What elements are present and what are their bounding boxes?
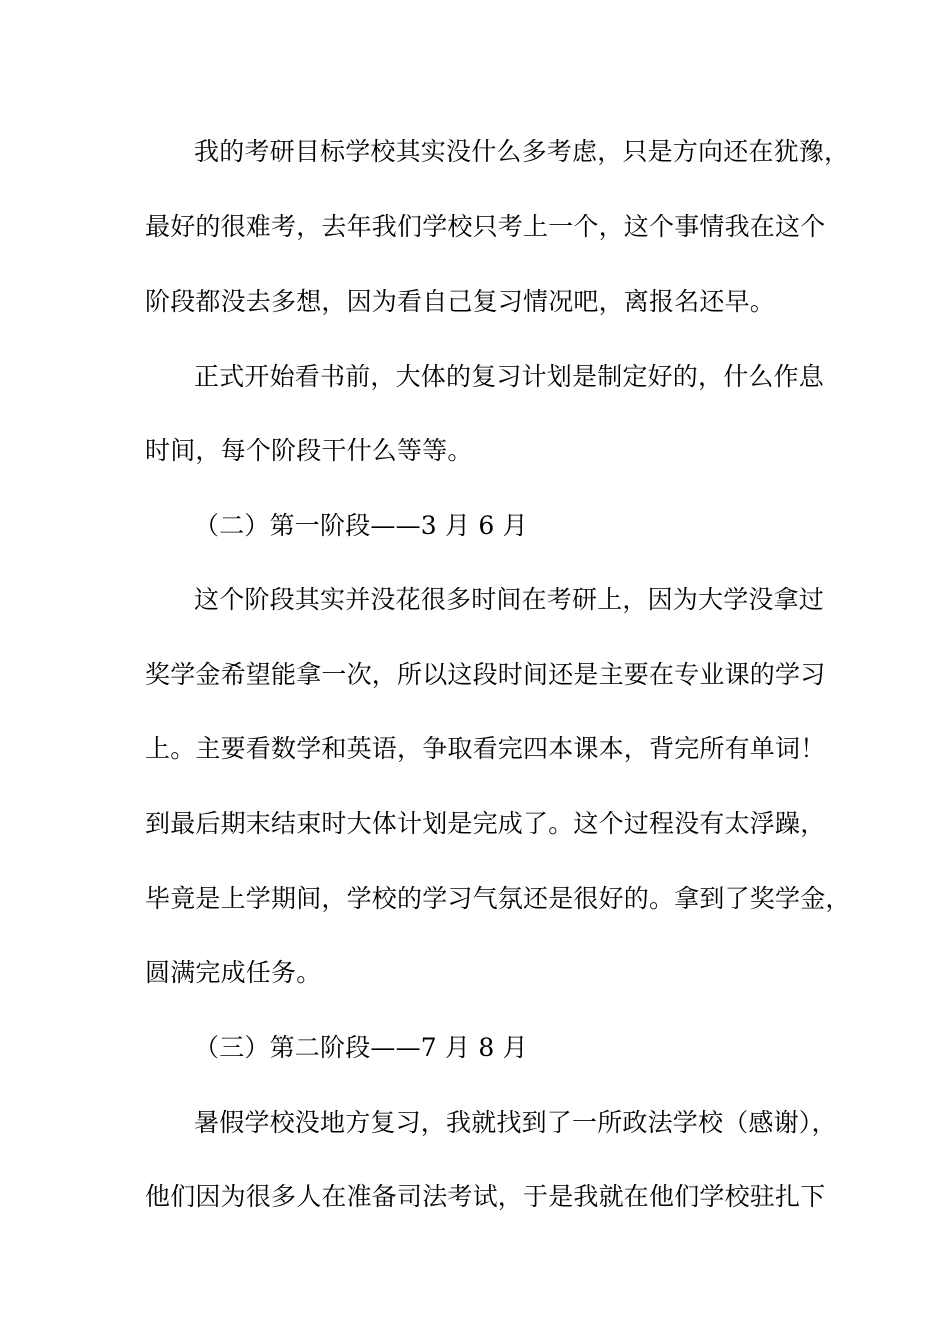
paragraph-3-line-6: 圆满完成任务。 — [145, 958, 322, 987]
paragraph-3-line-5: 毕竟是上学期间，学校的学习气氛还是很好的。拿到了奖学金， — [145, 884, 851, 913]
paragraph-2-line-1: 正式开始看书前，大体的复习计划是制定好的，什么作息 — [194, 362, 825, 391]
paragraph-1-line-1: 我的考研目标学校其实没什么多考虑，只是方向还在犹豫， — [194, 137, 850, 166]
section-heading-stage-1: （二）第一阶段——3 月 6 月 — [194, 511, 528, 540]
paragraph-1-line-2: 最好的很难考，去年我们学校只考上一个，这个事情我在这个 — [145, 212, 826, 241]
paragraph-4-line-2: 他们因为很多人在准备司法考试，于是我就在他们学校驻扎下 — [145, 1182, 826, 1211]
paragraph-3-line-1: 这个阶段其实并没花很多时间在考研上，因为大学没拿过 — [194, 585, 825, 614]
paragraph-1-line-3: 阶段都没去多想，因为看自己复习情况吧，离报名还早。 — [145, 287, 776, 316]
paragraph-3-line-2: 奖学金希望能拿一次，所以这段时间还是主要在专业课的学习 — [145, 660, 826, 689]
paragraph-4-line-1: 暑假学校没地方复习，我就找到了一所政法学校（感谢）， — [194, 1108, 837, 1137]
paragraph-3-line-4: 到最后期末结束时大体计划是完成了。这个过程没有太浮躁， — [145, 809, 826, 838]
section-heading-stage-2: （三）第二阶段——7 月 8 月 — [194, 1033, 528, 1062]
paragraph-3-line-3: 上。主要看数学和英语，争取看完四本课本，背完所有单词！ — [145, 734, 826, 763]
paragraph-2-line-2: 时间，每个阶段干什么等等。 — [145, 436, 473, 465]
